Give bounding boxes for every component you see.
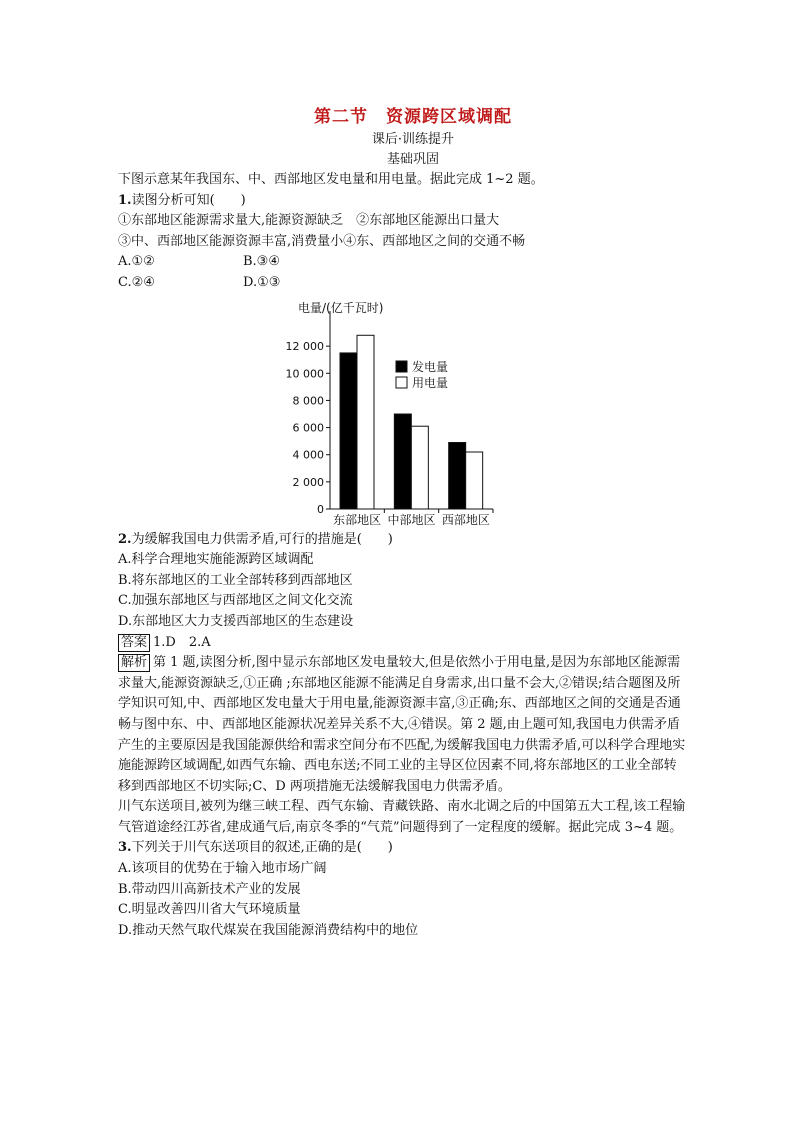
- answer-text: 1.D 2.A: [153, 634, 211, 650]
- section-label: 基础巩固: [386, 152, 439, 167]
- option-a: A.①②: [118, 254, 155, 270]
- q1-options-row-1: [118, 252, 688, 273]
- option-d: D.推动天然气取代煤炭在我国能源消费结构中的地位: [118, 922, 419, 938]
- option-c: C.②④: [118, 274, 155, 290]
- analysis-tag: 解析: [118, 654, 150, 672]
- y-tick-label: 6 000: [292, 421, 324, 435]
- q1-statements-2: ③中、西部地区能源资源丰富,消费量小④东、西部地区之间的交通不畅: [118, 233, 526, 249]
- analysis-paragraph: [118, 653, 688, 797]
- legend-swatch: [396, 361, 407, 372]
- intro-text-2: 川气东送项目,被列为继三峡工程、西气东输、青藏铁路、南水北调之后的中国第五大工程,该工程输气管道途经江苏省,建成通气后,南京冬季的“气荒”问题得到了一定程度的缓解。据此完成 3~4 题。: [118, 799, 686, 835]
- question-2: [118, 530, 688, 551]
- y-tick-label: 0: [317, 502, 324, 516]
- bar-chart: [278, 294, 538, 530]
- bar-chart-container: [118, 294, 688, 530]
- option-b: B.带动四川高新技术产业的发展: [118, 881, 301, 897]
- question-number: 1.: [118, 192, 132, 208]
- bar-generation: [340, 352, 357, 508]
- x-tick-label: 西部地区: [441, 512, 490, 527]
- option-a: A.该项目的优势在于输入地市场广阔: [118, 861, 327, 877]
- section-title: 第二节 资源跨区域调配: [314, 107, 512, 127]
- question-stem: 下列关于川气东送项目的叙述,正确的是( ): [131, 840, 393, 856]
- document-page: [118, 104, 688, 941]
- option-d: D.东部地区大力支援西部地区的生态建设: [118, 613, 354, 629]
- legend-label: 用电量: [412, 375, 449, 390]
- answer-line: [118, 633, 688, 654]
- answer-tag: 答案: [118, 634, 150, 652]
- x-tick-label: 东部地区: [333, 512, 382, 527]
- analysis-text: 第 1 题,读图分析,图中显示东部地区发电量较大,但是依然小于用电量,是因为东部地区能源需求量大,能源资源缺乏,①正确 ;东部地区能源不能满足自身需求,出口量不会大,②错误;结合题图及所学知识可知,中、西部地区发电量大于用电量,能源资源丰富,③正确;东、西部地区之间的交通是否通畅与图中东、中、西部地区能源状况差异关系不大,④错误。第 2 题,由上题可知,我国电力供需矛盾产生的主要原因是我国能源供给和需求空间分布不匹配,为缓解我国电力供需矛盾,可以科学合理地实施能源跨区域调配,如西气东输、西电东送;不同工业的主导区位因素不同,将东部地区的工业全部转移到西部地区不切实际;C、D 两项措施无法缓解我国电力供需矛盾。: [118, 655, 686, 794]
- bar-generation: [394, 414, 411, 509]
- intro-text-1: 下图示意某年我国东、中、西部地区发电量和用电量。据此完成 1~2 题。: [118, 172, 544, 187]
- question-number: 2.: [118, 531, 132, 547]
- legend-swatch: [396, 377, 407, 388]
- option-d: D.①③: [243, 274, 281, 290]
- y-tick-label: 4 000: [292, 448, 324, 462]
- y-tick-label: 8 000: [292, 393, 324, 407]
- bar-consumption: [466, 452, 483, 509]
- y-tick-label: 2 000: [292, 475, 324, 489]
- y-tick-label: 10 000: [285, 366, 324, 380]
- q1-statements-1: ①东部地区能源需求量大,能源资源缺乏 ②东部地区能源出口量大: [118, 213, 500, 229]
- option-b: B.将东部地区的工业全部转移到西部地区: [118, 572, 353, 588]
- question-1: [118, 191, 688, 212]
- question-stem: 读图分析可知( ): [131, 192, 246, 208]
- subtitle: 课后·训练提升: [371, 132, 455, 147]
- question-3: [118, 838, 688, 859]
- bar-generation: [449, 442, 466, 509]
- y-axis-label: 电量/(亿千瓦时): [298, 300, 384, 315]
- option-c: C.明显改善四川省大气环境质量: [118, 902, 301, 918]
- option-b: B.③④: [243, 254, 280, 270]
- legend-label: 发电量: [412, 359, 449, 374]
- bar-consumption: [411, 426, 428, 509]
- question-number: 3.: [118, 840, 132, 856]
- question-stem: 为缓解我国电力供需矛盾,可行的措施是( ): [131, 531, 393, 547]
- q1-options-row-2: [118, 273, 688, 294]
- bar-consumption: [357, 335, 374, 509]
- y-tick-label: 12 000: [285, 339, 324, 353]
- option-a: A.科学合理地实施能源跨区域调配: [118, 552, 314, 568]
- x-tick-label: 中部地区: [387, 512, 436, 527]
- option-c: C.加强东部地区与西部地区之间文化交流: [118, 593, 353, 609]
